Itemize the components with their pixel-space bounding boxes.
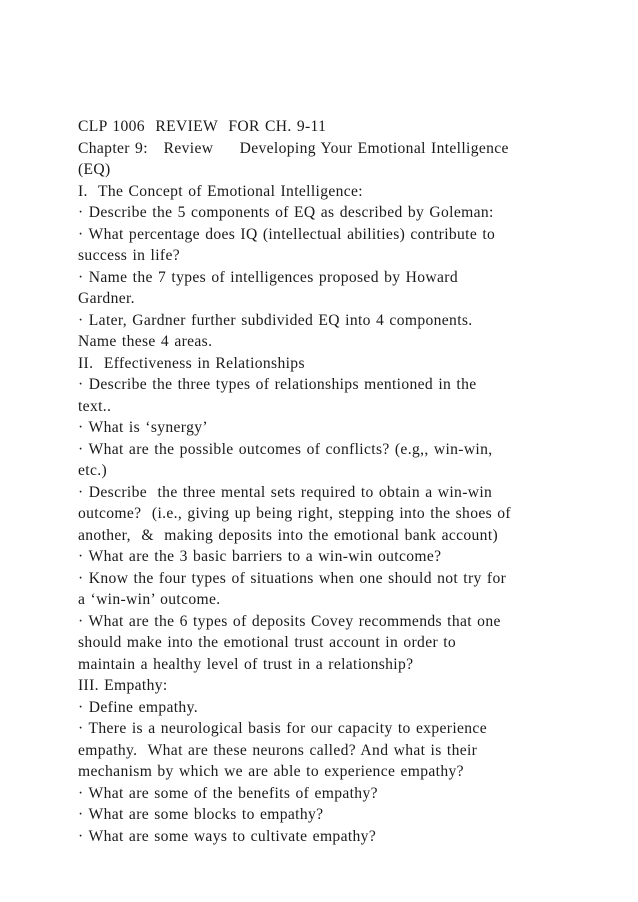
review-question: · Name the 7 types of intelligences proposed by Howard	[78, 268, 458, 286]
review-question-continued: etc.)	[78, 462, 108, 479]
review-question-continued: should make into the emotional trust account in order to	[78, 634, 457, 651]
review-question-continued: outcome? (i.e., giving up being right, stepping into the shoes of	[78, 505, 511, 522]
document-body	[78, 116, 638, 847]
review-question: · What percentage does IQ (intellectual abilities) contribute to	[78, 225, 496, 243]
review-question: · Know the four types of situations when one should not try for	[78, 569, 507, 587]
chapter-heading-continued: (EQ)	[78, 161, 111, 178]
review-question: · There is a neurological basis for our capacity to experience	[78, 720, 487, 737]
review-question-continued: Name these 4 areas.	[78, 333, 213, 350]
review-question: · What are some of the benefits of empathy?	[78, 784, 378, 802]
review-question: · What are the possible outcomes of conflicts? (e.g,, win-win,	[78, 440, 493, 458]
review-question: · Define empathy.	[78, 698, 198, 716]
review-question-continued: text..	[78, 397, 112, 415]
review-question-continued: Gardner.	[78, 290, 135, 307]
review-question: · Describe the three types of relationships mentioned in the	[78, 376, 477, 393]
section-heading-empathy: III. Empathy:	[78, 677, 168, 694]
review-question: · Describe the three mental sets required to obtain a win-win	[78, 483, 493, 501]
document-title: CLP 1006 REVIEW FOR CH. 9-11	[78, 118, 327, 135]
review-question-continued: empathy. What are these neurons called? And what is their	[78, 741, 478, 759]
review-question: · What are the 3 basic barriers to a win-win outcome?	[78, 548, 442, 565]
review-question-continued: another, & making deposits into the emotional bank account)	[78, 526, 499, 544]
review-question: · What are some ways to cultivate empathy?	[78, 827, 377, 845]
review-question: · What are the 6 types of deposits Covey recommends that one	[78, 612, 501, 630]
review-question: · Describe the 5 components of EQ as described by Goleman:	[78, 204, 494, 221]
review-question: · What are some blocks to empathy?	[78, 806, 324, 823]
review-question: · What is ‘synergy’	[78, 419, 208, 436]
section-heading-concept-of-ei: I. The Concept of Emotional Intelligence:	[78, 182, 363, 200]
chapter-heading: Chapter 9: Review Developing Your Emotional Intelligence	[78, 139, 509, 157]
section-heading-relationships: II. Effectiveness in Relationships	[78, 354, 305, 372]
review-question-continued: mechanism by which we are able to experience empathy?	[78, 763, 464, 780]
review-question-continued: maintain a healthy level of trust in a relationship?	[78, 655, 414, 673]
review-question-continued: a ‘win-win’ outcome.	[78, 591, 221, 608]
review-question-continued: success in life?	[78, 247, 180, 264]
review-question: · Later, Gardner further subdivided EQ into 4 components.	[78, 311, 473, 329]
